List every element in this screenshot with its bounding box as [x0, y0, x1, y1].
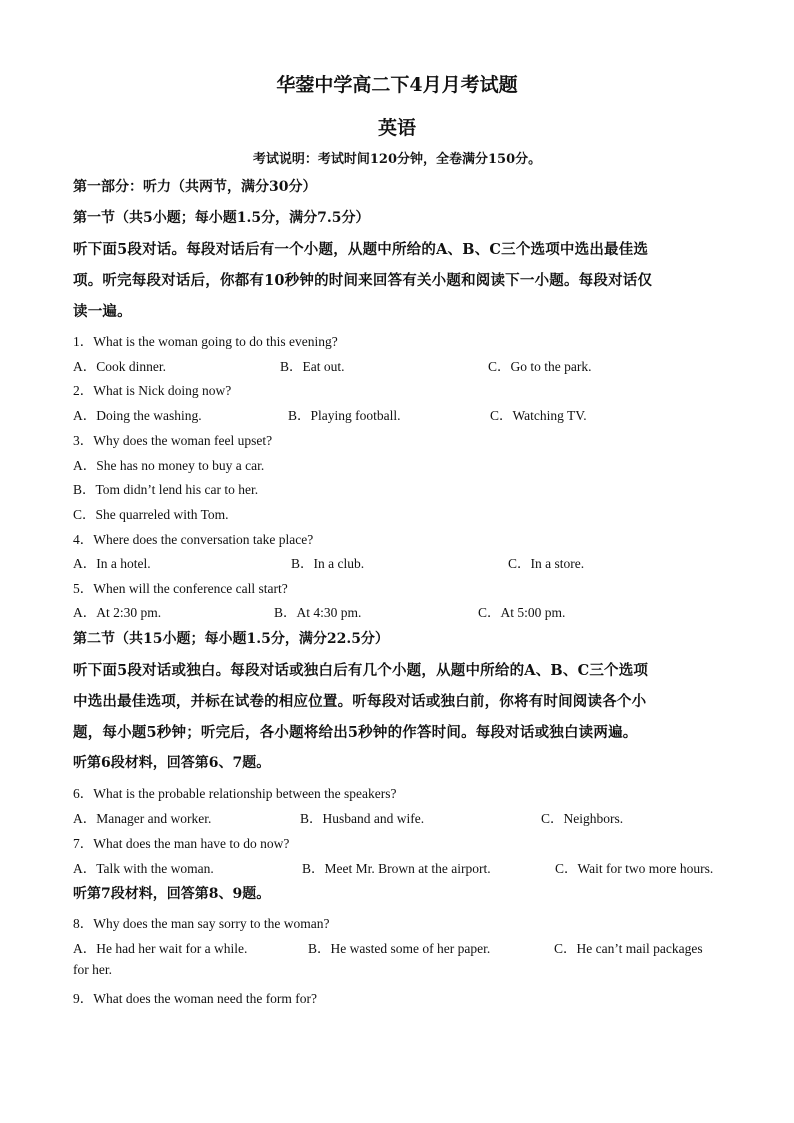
q2-option-a: A．Doing the washing.: [73, 408, 202, 423]
section1-instruction-line: 项。听完每段对话后，你都有10秒钟的时间来回答有关小题和阅读下一小题。每段对话仅: [73, 272, 653, 289]
q4-option-b: B．In a club.: [291, 556, 365, 571]
q2-option-b: B．Playing football.: [288, 408, 401, 423]
q8-option-a: A．He had her wait for a while.: [73, 941, 248, 956]
section1-heading: 第一节（共5小题；每小题1.5分，满分7.5分）: [73, 210, 370, 226]
q8-option-c-continuation: for her.: [73, 962, 112, 977]
part1-heading: 第一部分：听力（共两节，满分30分）: [73, 179, 317, 195]
q1-option-c: C．Go to the park.: [488, 359, 592, 374]
q2-option-c: C．Watching TV.: [490, 408, 587, 423]
question-2: 2．What is Nick doing now?: [73, 383, 232, 398]
question-7: 7．What does the man have to do now?: [73, 836, 290, 851]
q8-option-b: B．He wasted some of her paper.: [308, 941, 491, 956]
question-5: 5．When will the conference call start?: [73, 581, 288, 596]
q6-option-a: A．Manager and worker.: [73, 811, 212, 826]
section2-instruction-line: 听下面5段对话或独白。每段对话或独白后有几个小题，从题中所给的A、B、C三个选项: [73, 662, 649, 679]
q1-option-a: A．Cook dinner.: [73, 359, 166, 374]
q3-option-b: B．Tom didn’t lend his car to her.: [73, 482, 259, 497]
section2-instruction-line: 中选出最佳选项，并标在试卷的相应位置。听每段对话或独白前，你将有时间阅读各个小: [73, 693, 647, 710]
question-8: 8．Why does the man say sorry to the woman?: [73, 916, 330, 931]
q4-option-a: A．In a hotel.: [73, 556, 151, 571]
q6-option-c: C．Neighbors.: [541, 811, 624, 826]
material-6-heading: 听第6段材料，回答第6、7题。: [73, 755, 271, 771]
q8-option-c: C．He can’t mail packages: [554, 941, 703, 956]
section2-heading: 第二节（共15小题；每小题1.5分，满分22.5分）: [73, 631, 389, 647]
q5-option-a: A．At 2:30 pm.: [73, 605, 162, 620]
exam-note: 考试说明：考试时间120分钟，全卷满分150分。: [252, 152, 542, 167]
q7-option-c: C．Wait for two more hours.: [555, 861, 714, 876]
q5-option-b: B．At 4:30 pm.: [274, 605, 362, 620]
section1-instruction-line: 读一遍。: [73, 303, 132, 320]
exam-subject: 英语: [377, 117, 416, 139]
section2-instruction-line: 题，每小题5秒钟；听完后，各小题将给出5秒钟的作答时间。每段对话或独白读两遍。: [73, 724, 638, 741]
q7-option-a: A．Talk with the woman.: [73, 861, 214, 876]
section1-instruction-line: 听下面5段对话。每段对话后有一个小题，从题中所给的A、B、C三个选项中选出最佳选: [73, 241, 649, 258]
q6-option-b: B．Husband and wife.: [300, 811, 425, 826]
q3-option-c: C．She quarreled with Tom.: [73, 507, 229, 522]
material-7-heading: 听第7段材料，回答第8、9题。: [73, 886, 271, 902]
question-3: 3．Why does the woman feel upset?: [73, 433, 273, 448]
q7-option-b: B．Meet Mr. Brown at the airport.: [302, 861, 491, 876]
q1-option-b: B．Eat out.: [280, 359, 345, 374]
q4-option-c: C．In a store.: [508, 556, 585, 571]
exam-title: 华蓥中学高二下4月月考试题: [276, 74, 518, 96]
question-4: 4．Where does the conversation take place?: [73, 532, 314, 547]
q5-option-c: C．At 5:00 pm.: [478, 605, 566, 620]
question-1: 1．What is the woman going to do this evening?: [73, 334, 338, 349]
question-9: 9．What does the woman need the form for?: [73, 991, 318, 1006]
q3-option-a: A．She has no money to buy a car.: [73, 458, 265, 473]
question-6: 6．What is the probable relationship between the speakers?: [73, 786, 397, 801]
